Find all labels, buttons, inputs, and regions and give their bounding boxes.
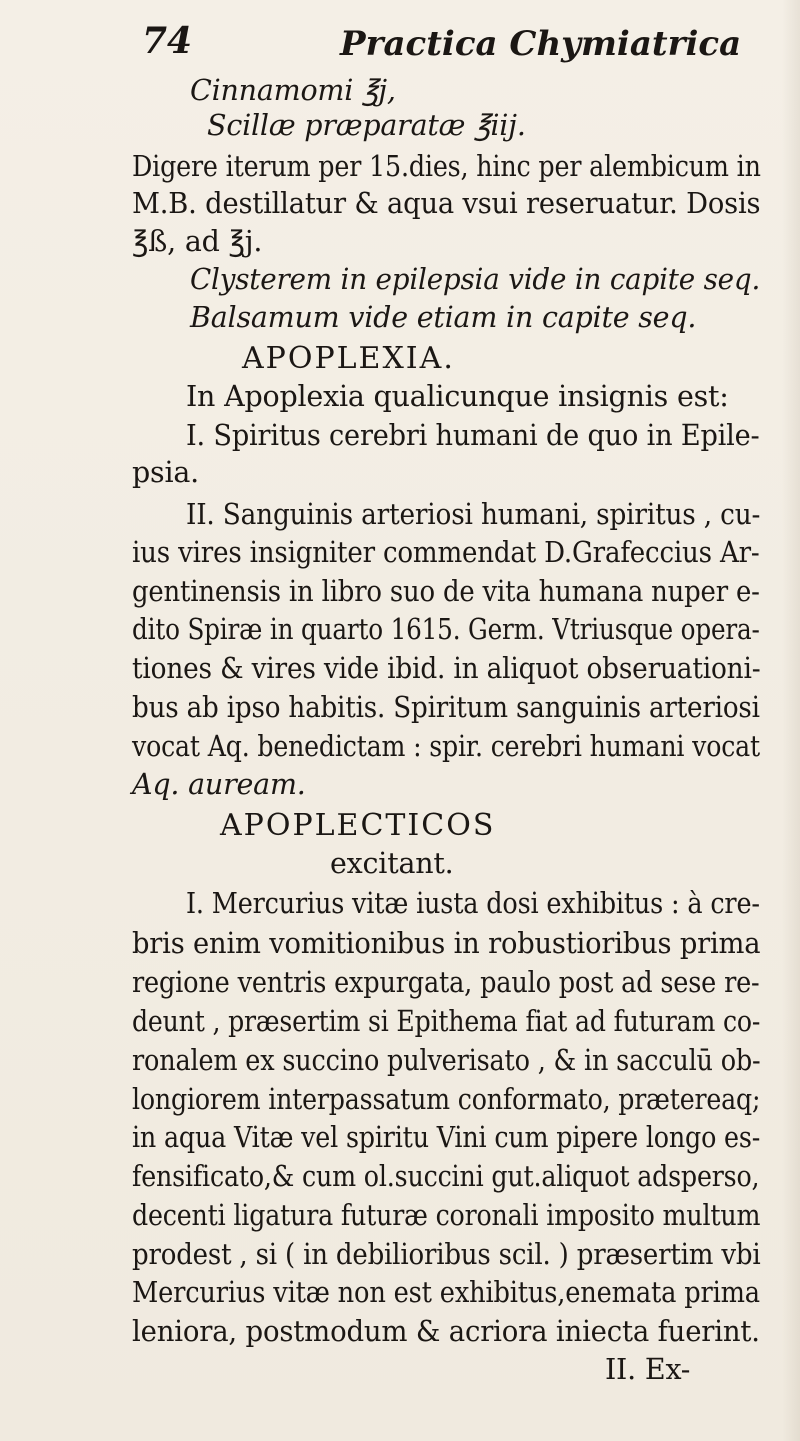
body-line: in aqua Vitæ vel spiritu Vini cum pipere longo es- bbox=[132, 1121, 761, 1154]
body-line: bris enim vomitionibus in robustioribus prima bbox=[132, 927, 761, 960]
body-line: M.B. destillatur & aqua vsui reseruatur. Dosis bbox=[132, 187, 761, 220]
dose-line: ℥ß, ad ℥j. bbox=[132, 225, 263, 258]
cross-reference-line: Balsamum vide etiam in capite seq. bbox=[190, 301, 697, 334]
body-line: tiones & vires vide ibid. in aliquot obseruationi- bbox=[132, 652, 761, 685]
body-line: I. Mercurius vitæ iusta dosi exhibitus : à cre- bbox=[186, 887, 760, 920]
body-line: Mercurius vitæ non est exhibitus,enemata prima bbox=[132, 1276, 760, 1309]
body-line: II. Sanguinis arteriosi humani, spiritus , cu- bbox=[186, 498, 761, 531]
body-line: Digere iterum per 15.dies, hinc per alembicum in bbox=[132, 150, 761, 183]
body-line: I. Spiritus cerebri humani de quo in Epile- bbox=[186, 419, 760, 452]
body-line: ius vires insigniter commendat D.Grafeccius Ar- bbox=[132, 536, 760, 569]
body-line: fensificato,& cum ol.succini gut.aliquot adsperso, bbox=[132, 1160, 760, 1193]
page-header bbox=[142, 16, 742, 72]
section-heading-apoplecticos: APOPLECTICOS bbox=[220, 808, 496, 843]
body-line: dito Spiræ in quarto 1615. Germ. Vtriusque opera- bbox=[132, 613, 760, 646]
body-line: Aq. auream. bbox=[132, 768, 306, 801]
section-heading-apoplexia: APOPLEXIA. bbox=[242, 341, 455, 376]
recipe-line: Scillæ præparatæ ℥iij. bbox=[207, 109, 526, 142]
page-number: 74 bbox=[142, 20, 193, 62]
cross-reference-line: Clysterem in epilepsia vide in capite seq. bbox=[190, 263, 761, 296]
body-line: decenti ligatura futuræ coronali imposito multum bbox=[132, 1199, 761, 1232]
body-line: prodest , si ( in debilioribus scil. ) præsertim vbi bbox=[132, 1238, 761, 1271]
body-line: gentinensis in libro suo de vita humana nuper e- bbox=[132, 575, 760, 608]
body-line: regione ventris expurgata, paulo post ad sese re- bbox=[132, 966, 760, 999]
body-line: In Apoplexia qualicunque insignis est: bbox=[186, 380, 729, 413]
body-line: ronalem ex succino pulverisato , & in sacculū ob- bbox=[132, 1044, 761, 1077]
body-line: longiorem interpassatum conformato, prætereaq; bbox=[132, 1083, 761, 1116]
running-title: Practica Chymiatrica bbox=[340, 24, 742, 64]
recipe-line: Cinnamomi ℥j, bbox=[190, 74, 396, 107]
body-line: psia. bbox=[132, 456, 200, 489]
subheading-excitant: excitant. bbox=[330, 847, 454, 880]
page-edge-shadow bbox=[782, 0, 800, 1441]
body-line: deunt , præsertim si Epithema fiat ad futuram co- bbox=[132, 1005, 761, 1038]
body-line: vocat Aq. benedictam : spir. cerebri humani vocat bbox=[132, 730, 760, 763]
catchword: II. Ex- bbox=[605, 1353, 691, 1386]
body-line: bus ab ipso habitis. Spiritum sanguinis arteriosi bbox=[132, 691, 760, 724]
body-line: leniora, postmodum & acriora iniecta fuerint. bbox=[132, 1315, 760, 1348]
